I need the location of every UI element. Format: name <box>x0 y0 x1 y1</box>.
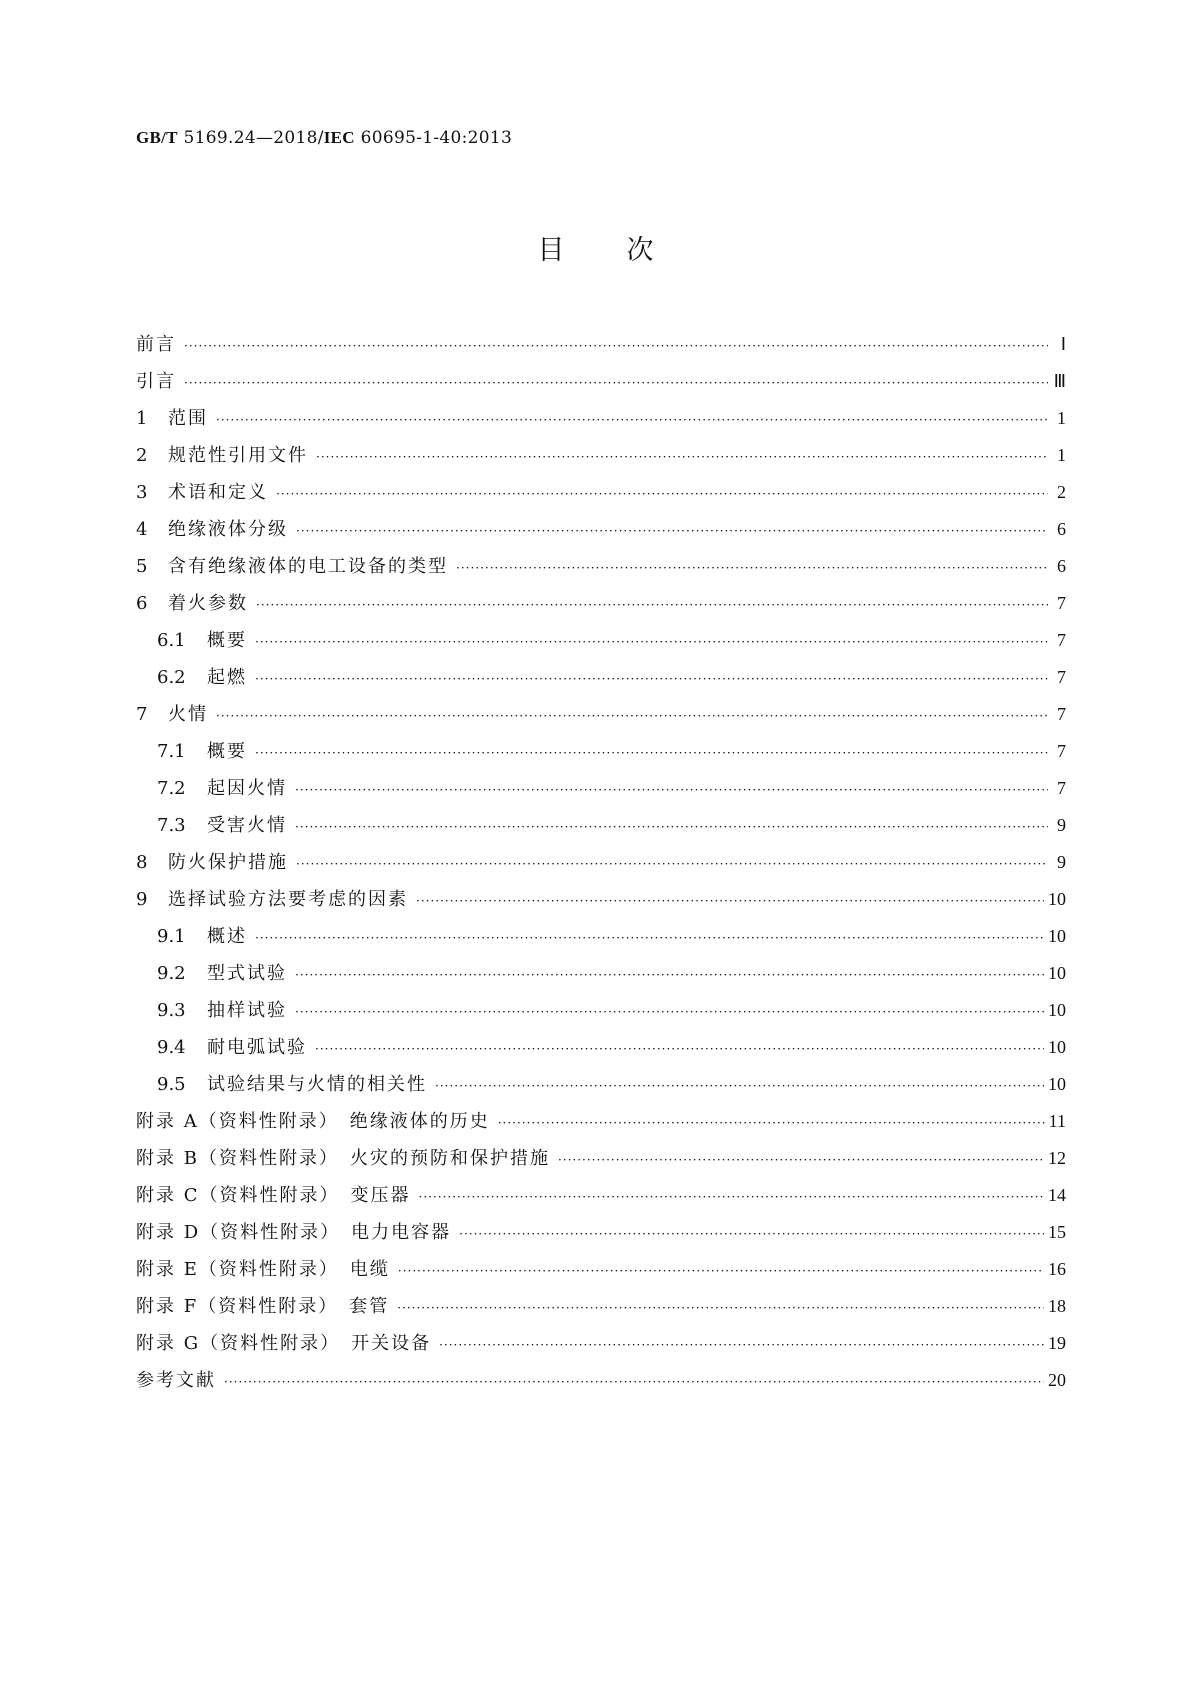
toc-entry-label: 火情 <box>168 704 208 725</box>
table-of-contents <box>136 330 1066 1403</box>
toc-entry-label: 附录 E（资料性附录） 电缆 <box>136 1259 390 1280</box>
dot-leader <box>256 598 1048 612</box>
toc-entry-number: 3 <box>136 482 148 503</box>
iec-number: 60695-1-40:2013 <box>360 128 513 148</box>
iec-prefix: IEC <box>323 128 355 147</box>
dot-leader <box>398 1264 1044 1278</box>
dot-leader <box>276 487 1048 501</box>
toc-entry-page: 1 <box>1057 408 1066 428</box>
toc-entry-label: 选择试验方法要考虑的因素 <box>168 889 408 910</box>
toc-entry-number: 9.5 <box>157 1074 186 1095</box>
toc-entry-label: 前言 <box>136 334 176 355</box>
toc-entry-number: 1 <box>136 408 148 429</box>
dot-leader <box>255 635 1048 649</box>
dot-leader <box>296 524 1048 538</box>
toc-entry-page: 7 <box>1057 704 1066 724</box>
dot-leader <box>216 413 1048 427</box>
toc-entry-label: 范围 <box>168 408 208 429</box>
toc-entry-page: 12 <box>1048 1148 1066 1168</box>
toc-entry-number: 6 <box>136 593 148 614</box>
toc-entry-page: 6 <box>1057 556 1066 576</box>
toc-entry-label: 防火保护措施 <box>168 852 288 873</box>
dot-leader <box>295 820 1048 834</box>
dot-leader <box>184 339 1048 353</box>
toc-entry[interactable] <box>136 1329 1066 1366</box>
toc-entry-page: 9 <box>1057 815 1066 835</box>
toc-entry[interactable] <box>136 589 1066 626</box>
dot-leader <box>216 709 1048 723</box>
toc-entry-label: 附录 D（资料性附录） 电力电容器 <box>136 1222 452 1243</box>
toc-entry-label: 着火参数 <box>168 593 248 614</box>
toc-entry-page: 11 <box>1048 1111 1066 1131</box>
toc-entry-page: 6 <box>1057 519 1066 539</box>
toc-entry[interactable] <box>136 885 1066 922</box>
toc-entry-label: 抽样试验 <box>207 1000 287 1021</box>
toc-entry-page: 20 <box>1048 1370 1066 1390</box>
toc-entry-label: 规范性引用文件 <box>168 445 308 466</box>
dot-leader <box>416 894 1044 908</box>
dot-leader <box>295 783 1048 797</box>
toc-entry-page: 10 <box>1048 926 1066 946</box>
toc-entry-number: 4 <box>136 519 148 540</box>
toc-entry[interactable] <box>136 1033 1066 1070</box>
toc-entry-label: 术语和定义 <box>168 482 268 503</box>
toc-entry[interactable] <box>136 1292 1066 1329</box>
dot-leader <box>558 1153 1044 1167</box>
toc-entry[interactable] <box>136 367 1066 404</box>
toc-entry-label: 概述 <box>207 926 247 947</box>
toc-entry-number: 9.3 <box>157 1000 186 1021</box>
standard-number-header <box>136 128 512 148</box>
toc-entry[interactable] <box>136 663 1066 700</box>
toc-entry-number: 7.1 <box>157 741 186 762</box>
toc-entry-number: 8 <box>136 852 148 873</box>
toc-entry-page: Ⅲ <box>1053 371 1066 391</box>
toc-entry[interactable] <box>136 959 1066 996</box>
toc-entry-label: 概要 <box>207 630 247 651</box>
dot-leader <box>498 1116 1045 1130</box>
toc-entry-label: 附录 G（资料性附录） 开关设备 <box>136 1333 432 1354</box>
toc-entry-label: 起燃 <box>207 667 247 688</box>
toc-entry[interactable] <box>136 552 1066 589</box>
toc-entry-number: 6.1 <box>157 630 186 651</box>
toc-entry-label: 附录 A（资料性附录） 绝缘液体的历史 <box>136 1111 490 1132</box>
toc-entry-page: 10 <box>1048 1074 1066 1094</box>
toc-entry-page: 10 <box>1048 889 1066 909</box>
toc-entry[interactable] <box>136 1070 1066 1107</box>
toc-entry-page: 16 <box>1048 1259 1066 1279</box>
toc-entry[interactable] <box>136 848 1066 885</box>
toc-entry-page: 2 <box>1057 482 1066 502</box>
toc-entry[interactable] <box>136 1107 1066 1144</box>
toc-entry-number: 9.4 <box>157 1037 186 1058</box>
toc-entry[interactable] <box>136 1181 1066 1218</box>
toc-entry[interactable] <box>136 1255 1066 1292</box>
dot-leader <box>296 857 1048 871</box>
toc-entry[interactable] <box>136 737 1066 774</box>
toc-entry-page: 19 <box>1048 1333 1066 1353</box>
dot-leader <box>459 1227 1044 1241</box>
toc-entry[interactable] <box>136 700 1066 737</box>
toc-entry-label: 参考文献 <box>136 1370 216 1391</box>
toc-entry-page: 1 <box>1057 445 1066 465</box>
toc-entry[interactable] <box>136 1144 1066 1181</box>
toc-entry[interactable] <box>136 404 1066 441</box>
toc-entry[interactable] <box>136 478 1066 515</box>
toc-entry-page: 10 <box>1048 1037 1066 1057</box>
toc-entry-label: 受害火情 <box>207 815 287 836</box>
page-title: 目次 <box>537 235 716 266</box>
dot-leader <box>255 746 1048 760</box>
toc-entry[interactable] <box>136 441 1066 478</box>
toc-entry-label: 附录 C（资料性附录） 变压器 <box>136 1185 411 1206</box>
toc-entry-number: 9 <box>136 889 148 910</box>
toc-entry-label: 附录 F（资料性附录） 套管 <box>136 1296 390 1317</box>
toc-entry-number: 7.3 <box>157 815 186 836</box>
toc-entry[interactable] <box>136 330 1066 367</box>
toc-entry[interactable] <box>136 922 1066 959</box>
toc-entry-number: 2 <box>136 445 148 466</box>
toc-entry-number: 9.1 <box>157 926 186 947</box>
dot-leader <box>439 1338 1044 1352</box>
toc-entry-page: 15 <box>1048 1222 1066 1242</box>
toc-entry-label: 引言 <box>136 371 176 392</box>
dot-leader <box>255 672 1048 686</box>
toc-entry-page: 7 <box>1057 667 1066 687</box>
toc-entry[interactable] <box>136 1218 1066 1255</box>
toc-entry-label: 附录 B（资料性附录） 火灾的预防和保护措施 <box>136 1148 550 1169</box>
toc-entry[interactable] <box>136 996 1066 1033</box>
dot-leader <box>295 968 1044 982</box>
toc-entry[interactable] <box>136 515 1066 552</box>
toc-entry[interactable] <box>136 626 1066 663</box>
toc-entry-label: 含有绝缘液体的电工设备的类型 <box>168 556 448 577</box>
toc-entry-number: 9.2 <box>157 963 186 984</box>
dot-leader <box>315 1042 1044 1056</box>
toc-entry[interactable] <box>136 1366 1066 1403</box>
toc-entry-label: 试验结果与火情的相关性 <box>207 1074 427 1095</box>
toc-entry-page: 9 <box>1057 852 1066 872</box>
toc-entry-page: 7 <box>1057 778 1066 798</box>
dot-leader <box>224 1375 1044 1389</box>
dot-leader <box>456 561 1048 575</box>
dot-leader <box>397 1301 1044 1315</box>
toc-entry-page: 14 <box>1048 1185 1066 1205</box>
toc-entry-page: 10 <box>1048 1000 1066 1020</box>
toc-entry-label: 概要 <box>207 741 247 762</box>
toc-entry-page: 7 <box>1057 630 1066 650</box>
toc-entry-page: Ⅰ <box>1060 334 1066 354</box>
toc-entry[interactable] <box>136 774 1066 811</box>
toc-entry-page: 18 <box>1048 1296 1066 1316</box>
toc-entry-number: 7 <box>136 704 148 725</box>
toc-entry-page: 7 <box>1057 741 1066 761</box>
dot-leader <box>295 1005 1044 1019</box>
toc-entry-number: 7.2 <box>157 778 186 799</box>
std-number: 5169.24—2018/ <box>183 128 324 148</box>
toc-entry-number: 5 <box>136 556 148 577</box>
toc-entry-page: 7 <box>1057 593 1066 613</box>
std-prefix: GB/T <box>136 128 178 147</box>
toc-entry-page: 10 <box>1048 963 1066 983</box>
toc-entry-label: 型式试验 <box>207 963 287 984</box>
toc-entry[interactable] <box>136 811 1066 848</box>
dot-leader <box>255 931 1044 945</box>
dot-leader <box>184 376 1048 390</box>
dot-leader <box>316 450 1048 464</box>
dot-leader <box>419 1190 1045 1204</box>
dot-leader <box>435 1079 1044 1093</box>
toc-entry-label: 起因火情 <box>207 778 287 799</box>
toc-entry-label: 耐电弧试验 <box>207 1037 307 1058</box>
toc-entry-number: 6.2 <box>157 667 186 688</box>
toc-entry-label: 绝缘液体分级 <box>168 519 288 540</box>
